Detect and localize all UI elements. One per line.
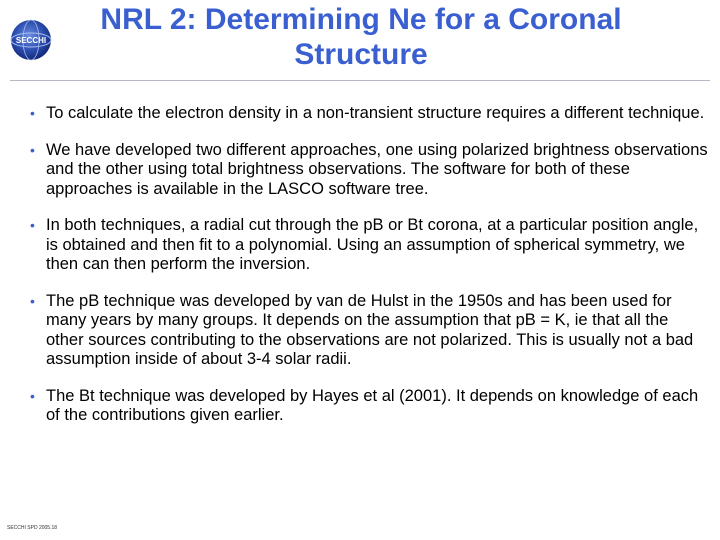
- bullet-text: The pB technique was developed by van de Hulst in the 1950s and has been used for many years by many groups. It depends on the assumption that pB = K, ie that all the other sources contributing to the observations are not polarized. This is usually not a bad assumption inside of about 3-4 solar radii.: [46, 291, 694, 368]
- title-divider: [10, 80, 710, 81]
- logo-lettering: SECCHI: [15, 36, 47, 45]
- slide-footer: SECCHI SPD 2005.18: [7, 525, 58, 531]
- bullet-item: [30, 141, 710, 200]
- bullet-item: [30, 387, 710, 426]
- bullet-icon: •: [30, 292, 35, 309]
- bullet-icon: •: [30, 387, 35, 404]
- bullet-item: [30, 292, 710, 370]
- secchi-logo-icon: [9, 18, 53, 62]
- bullet-icon: •: [30, 217, 35, 233]
- bullet-text: To calculate the electron density in a non-transient structure requires a different technique.: [46, 104, 705, 122]
- bullet-icon: •: [30, 105, 35, 121]
- bullet-text: In both techniques, a radial cut through the pB or Bt corona, at a particular position angle, is obtained and then fit to a polynomial. Using an assumption of spherical symmetry, we then can then perform the inversion.: [46, 216, 699, 273]
- bullet-text: The Bt technique was developed by Hayes et al (2001). It depends on knowledge of each of the contributions given earlier.: [46, 386, 699, 424]
- slide-title: NRL 2: Determining Ne for a Coronal Structure: [100, 3, 622, 71]
- bullet-list: [30, 104, 710, 443]
- bullet-item: [30, 216, 710, 275]
- bullet-icon: •: [30, 141, 35, 158]
- bullet-text: We have developed two different approaches, one using polarized brightness observations and the other using total brightness observations. The software for both of these approaches is available in the LASCO software tree.: [46, 140, 708, 198]
- bullet-item: [30, 104, 710, 124]
